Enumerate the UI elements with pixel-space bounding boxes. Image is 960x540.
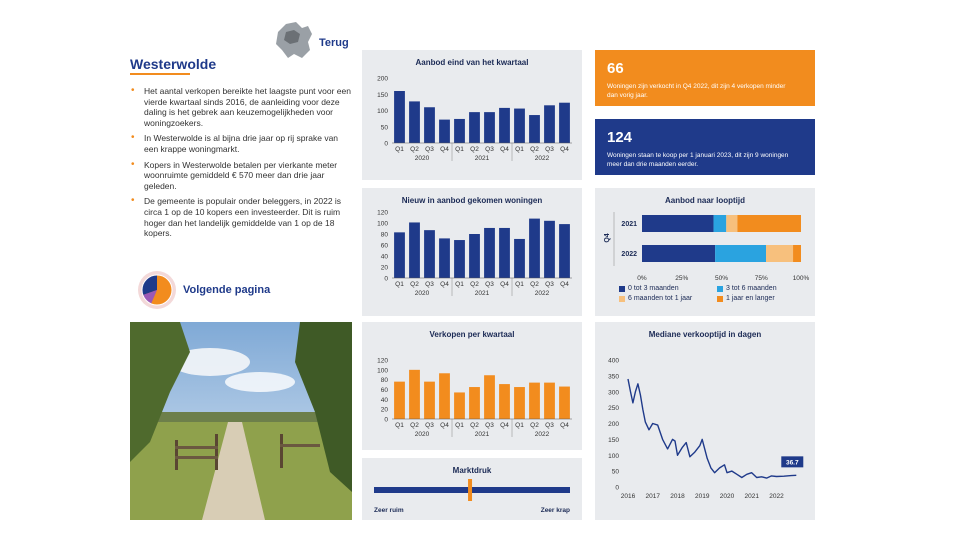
x-tick-label: Q4 <box>560 422 569 429</box>
x-tick-label: Q1 <box>455 146 464 153</box>
category-label: 2022 <box>621 251 637 258</box>
x-tick-label: 75% <box>754 275 768 282</box>
panel-nieuw <box>362 188 582 316</box>
bar <box>454 119 465 143</box>
panel-title: Aanbod naar looptijd <box>665 196 745 205</box>
last-value-label: 36.7 <box>785 459 799 467</box>
bar <box>394 382 405 419</box>
x-tick-label: Q1 <box>515 281 524 288</box>
bar-segment <box>642 245 715 262</box>
series-line <box>628 379 796 478</box>
bar-segment <box>737 215 801 232</box>
x-tick-label: 0% <box>637 275 647 282</box>
bar <box>424 230 435 278</box>
x-tick-label: Q3 <box>425 146 434 153</box>
y-tick-label: 0 <box>384 275 388 283</box>
group-label: 2021 <box>474 290 490 297</box>
bar <box>529 383 540 419</box>
category-label: 2021 <box>621 221 637 228</box>
marktdruk-chart <box>362 458 582 520</box>
x-tick-label: Q3 <box>425 281 434 288</box>
bar <box>484 228 495 278</box>
x-tick-label: 2022 <box>769 493 784 500</box>
x-tick-label: Q1 <box>515 422 524 429</box>
gauge-right-label: Zeer krap <box>540 507 570 514</box>
intro-bullet: • In Westerwolde is al bijna drie jaar op rij sprake van een krappe woningmarkt. <box>130 133 352 154</box>
legend-item: 3 tot 6 maanden <box>717 285 777 292</box>
x-tick-label: Q4 <box>500 281 509 288</box>
bar-segment <box>766 245 793 262</box>
panel-title: Nieuw in aanbod gekomen woningen <box>401 196 543 205</box>
group-label: 2022 <box>534 290 550 297</box>
municipality-map-icon[interactable] <box>272 18 316 62</box>
x-tick-label: Q1 <box>455 422 464 429</box>
bar <box>424 107 435 143</box>
panel-title: Aanbod eind van het kwartaal <box>415 58 529 67</box>
legend-item: 6 maanden tot 1 jaar <box>619 295 692 302</box>
group-label: 2020 <box>414 290 430 297</box>
bar <box>439 238 450 278</box>
x-tick-label: 2020 <box>719 493 735 500</box>
x-tick-label: 100% <box>792 275 810 282</box>
y-tick-label: 40 <box>380 253 388 261</box>
bar <box>544 105 555 143</box>
gauge-indicator <box>468 479 472 501</box>
bar <box>514 239 525 278</box>
kpi-description: Woningen zijn verkocht in Q4 2022, dit zijn 4 verkopen minder dan vorig jaar. <box>607 83 786 99</box>
bar <box>514 387 525 419</box>
legend-item: 1 jaar en langer <box>717 295 775 302</box>
y-tick-label: 100 <box>377 367 388 375</box>
x-tick-label: Q3 <box>485 422 494 429</box>
bar <box>469 234 480 278</box>
x-tick-label: 2019 <box>695 493 710 500</box>
panel-verkopen <box>362 322 582 450</box>
y-tick-label: 100 <box>608 452 619 460</box>
page-title: Westerwolde <box>130 56 217 72</box>
y-tick-label: 120 <box>377 209 388 217</box>
y-tick-label: 150 <box>608 436 619 444</box>
x-tick-label: 50% <box>714 275 729 282</box>
bar <box>559 103 570 143</box>
x-tick-label: Q1 <box>395 146 404 153</box>
bar <box>514 109 525 143</box>
x-tick-label: Q4 <box>440 146 449 153</box>
bar <box>559 387 570 419</box>
bar <box>439 373 450 419</box>
kpi-sales-card <box>595 50 815 106</box>
kpi-description: Woningen staan te koop per 1 januari 2023, dit zijn 9 woningen meer dan drie maanden eerder. <box>607 152 789 168</box>
y-tick-label: 50 <box>380 124 388 132</box>
verkooptijd-chart <box>595 322 815 520</box>
x-tick-label: Q4 <box>500 422 509 429</box>
back-link[interactable]: Terug <box>319 37 349 49</box>
bar <box>394 232 405 278</box>
y-tick-label: 250 <box>608 405 619 413</box>
x-tick-label: Q1 <box>395 422 404 429</box>
x-tick-label: Q3 <box>425 422 434 429</box>
bar-segment <box>715 245 766 262</box>
intro-bullet: • Kopers in Westerwolde betalen per vierkante meter woonruimte gemiddeld € 570 meer dan drie jaar geleden. <box>130 160 352 192</box>
x-tick-label: Q1 <box>395 281 404 288</box>
next-page-label: Volgende pagina <box>183 284 271 296</box>
bar-segment <box>642 215 714 232</box>
x-tick-label: Q2 <box>410 146 419 153</box>
bar <box>499 384 510 419</box>
bar <box>469 112 480 143</box>
group-label: 2021 <box>474 155 490 162</box>
bar <box>499 228 510 278</box>
y-tick-label: 150 <box>377 91 388 99</box>
panel-title: Mediane verkooptijd in dagen <box>648 330 762 339</box>
bar <box>559 224 570 278</box>
bar-segment <box>714 215 727 232</box>
group-label: 2022 <box>534 431 550 438</box>
bar <box>469 387 480 419</box>
looptijd-chart <box>595 188 815 283</box>
x-tick-label: Q2 <box>530 281 539 288</box>
bar <box>484 375 495 419</box>
panel-title: Verkopen per kwartaal <box>429 330 515 339</box>
intro-bullet-list <box>130 86 352 244</box>
x-tick-label: Q2 <box>470 422 479 429</box>
pie-chart-icon <box>137 270 177 310</box>
y-tick-label: 100 <box>377 220 388 228</box>
bar <box>409 101 420 143</box>
verkopen-chart <box>362 322 582 450</box>
intro-bullet: • De gemeente is populair onder beleggers, in 2022 is circa 1 op de 10 kopers een investeerder. Dit is ruim hoger dan het landelijk gemiddelde van 1 op de 18 kopers. <box>130 196 352 238</box>
next-page-button[interactable] <box>137 270 270 310</box>
panel-verkooptijd <box>595 322 815 520</box>
bar <box>439 120 450 143</box>
x-tick-label: Q2 <box>470 146 479 153</box>
x-tick-label: 25% <box>675 275 689 282</box>
bar <box>409 222 420 278</box>
x-tick-label: Q3 <box>485 146 494 153</box>
x-tick-label: 2018 <box>670 493 685 500</box>
bar <box>484 112 495 143</box>
y-tick-label: 0 <box>384 416 388 424</box>
bar <box>544 383 555 419</box>
x-tick-label: Q2 <box>410 281 419 288</box>
x-tick-label: 2016 <box>620 493 636 500</box>
bar <box>409 370 420 419</box>
title-underline <box>130 73 190 75</box>
panel-aanbod <box>362 50 582 180</box>
x-tick-label: Q2 <box>410 422 419 429</box>
bar <box>394 91 405 143</box>
x-tick-label: Q1 <box>515 146 524 153</box>
y-tick-label: 200 <box>377 75 388 83</box>
kpi-value: 66 <box>607 60 624 77</box>
x-tick-label: Q4 <box>500 146 509 153</box>
y-tick-label: 20 <box>380 264 388 272</box>
intro-bullet: • Het aantal verkopen bereikte het laagste punt voor een vierde kwartaal sinds 2016, de aanleiding voor deze daling is het gebrek aan keuzemogelijkheden voor woningzoekers. <box>130 86 352 128</box>
y-tick-label: 120 <box>377 357 388 365</box>
y-tick-label: 80 <box>380 231 388 239</box>
x-tick-label: Q2 <box>530 422 539 429</box>
x-tick-label: Q3 <box>545 281 554 288</box>
y-tick-label: 80 <box>380 377 388 385</box>
bar <box>454 240 465 278</box>
y-tick-label: 0 <box>615 484 619 492</box>
y-tick-label: 40 <box>380 396 388 404</box>
x-tick-label: Q3 <box>545 146 554 153</box>
y-tick-label: 60 <box>380 242 388 250</box>
y-tick-label: 50 <box>611 468 619 476</box>
x-tick-label: Q4 <box>560 281 569 288</box>
y-tick-label: 20 <box>380 406 388 414</box>
x-tick-label: Q2 <box>530 146 539 153</box>
x-tick-label: Q1 <box>455 281 464 288</box>
legend-item: 0 tot 3 maanden <box>619 285 679 292</box>
group-label: 2021 <box>474 431 490 438</box>
bar <box>529 115 540 143</box>
gauge-left-label: Zeer ruim <box>374 507 404 514</box>
y-tick-label: 350 <box>608 373 619 381</box>
y-tick-label: 300 <box>608 389 619 397</box>
panel-looptijd <box>595 188 815 316</box>
x-tick-label: 2017 <box>645 493 660 500</box>
panel-marktdruk <box>362 458 582 520</box>
looptijd-legend <box>619 285 809 309</box>
y-tick-label: 60 <box>380 387 388 394</box>
y-tick-label: 100 <box>377 108 388 115</box>
x-tick-label: Q2 <box>470 281 479 288</box>
bar <box>424 382 435 419</box>
x-tick-label: Q3 <box>485 281 494 288</box>
aanbod-chart <box>362 50 582 180</box>
x-tick-label: Q3 <box>545 422 554 429</box>
bar <box>454 392 465 419</box>
bar <box>529 219 540 278</box>
bar-segment <box>726 215 737 232</box>
bar <box>499 108 510 143</box>
group-label: 2022 <box>534 155 550 162</box>
bar-segment <box>793 245 801 262</box>
kpi-supply-card <box>595 119 815 175</box>
bar <box>544 221 555 278</box>
nieuw-chart <box>362 188 582 316</box>
y-tick-label: 0 <box>384 140 388 148</box>
group-label: 2020 <box>414 155 430 162</box>
y-tick-label: 400 <box>608 357 619 365</box>
x-tick-label: 2021 <box>744 493 759 500</box>
panel-title: Marktdruk <box>452 466 492 475</box>
y-tick-label: 200 <box>608 421 619 428</box>
landscape-photo <box>130 322 352 520</box>
x-tick-label: Q4 <box>440 281 449 288</box>
x-tick-label: Q4 <box>560 146 569 153</box>
group-label: Q4 <box>604 233 611 243</box>
x-tick-label: Q4 <box>440 422 449 429</box>
kpi-value: 124 <box>607 129 633 146</box>
group-label: 2020 <box>414 431 430 438</box>
